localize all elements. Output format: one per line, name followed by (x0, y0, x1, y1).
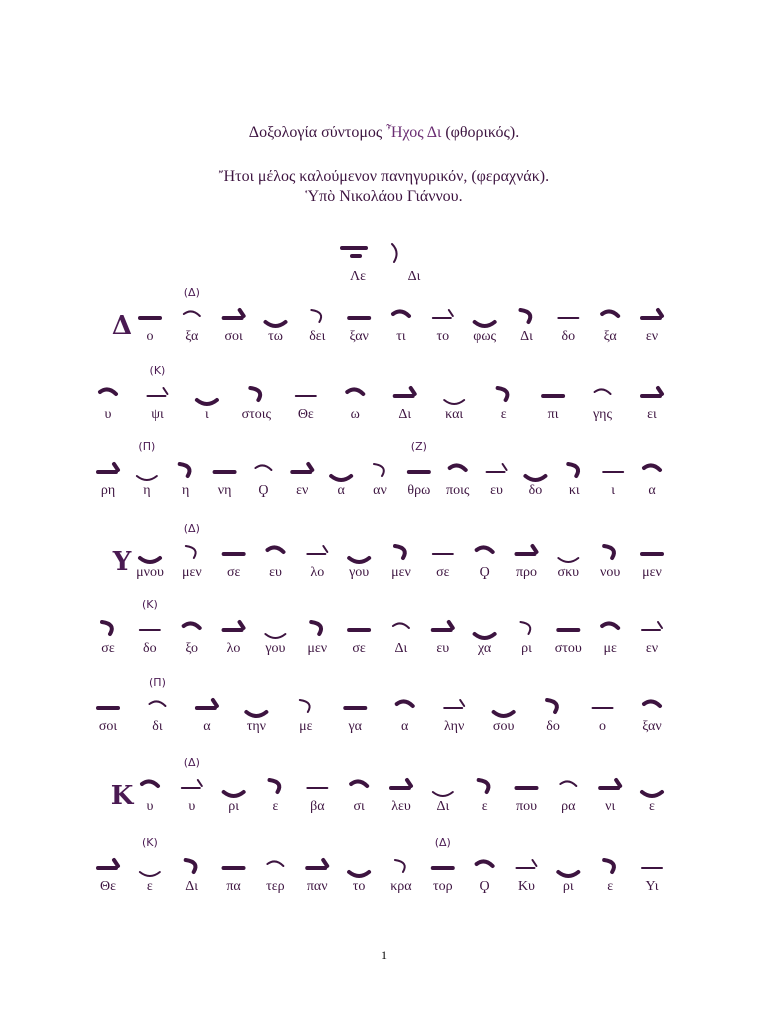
syllable: α (203, 719, 211, 734)
neume (246, 712, 266, 716)
syllable: Ϙ (479, 879, 490, 894)
neume (395, 388, 415, 396)
neume (395, 546, 405, 558)
neume (644, 701, 660, 706)
neume (517, 546, 537, 554)
syllable: και (445, 407, 464, 422)
syllable: δο (561, 329, 576, 344)
syllable: μεν (391, 565, 411, 580)
syllable: με (603, 641, 617, 656)
neume (395, 860, 405, 872)
syllable: ρη (100, 483, 116, 498)
syllable: ο (599, 719, 607, 734)
neume (433, 310, 453, 318)
syllable: ι (205, 407, 209, 422)
syllable: τερ (266, 879, 285, 894)
syllable: γα (348, 719, 363, 734)
syllable: Κυ (517, 879, 535, 894)
neume (267, 861, 283, 866)
neume (450, 465, 466, 470)
neume (149, 701, 165, 706)
syllable: Θε (297, 407, 314, 422)
syllable: Υι (645, 879, 659, 894)
syllable: Δι (398, 407, 412, 422)
syllable: ξο (185, 641, 199, 656)
syllable: παν (306, 879, 328, 894)
neume (558, 558, 578, 562)
neume (374, 464, 384, 476)
syllable: ε (272, 799, 279, 814)
neume (642, 310, 662, 318)
neume (475, 322, 495, 326)
martyria-sign: (Π) (149, 676, 166, 689)
neume (184, 623, 200, 628)
syllable: νου (600, 565, 621, 580)
syllable: λην (444, 719, 465, 734)
syllable: ξαν (642, 719, 662, 734)
syllable: την (246, 719, 267, 734)
neume (602, 311, 618, 316)
syllable: Ϙ (258, 483, 269, 498)
neume (140, 872, 160, 876)
neume (255, 465, 271, 470)
syllable: ε (146, 879, 153, 894)
neume (98, 464, 118, 472)
syllable: γου (349, 565, 370, 580)
neume (331, 476, 351, 480)
echos-note: (φθορικός). (445, 124, 520, 141)
echos-label: Ἦχος (386, 124, 424, 141)
syllable: σκυ (557, 565, 580, 580)
syllable: το (352, 879, 366, 894)
neume (347, 389, 363, 394)
neume (433, 792, 453, 796)
neume (142, 781, 158, 786)
martyria-sign: (Κ) (141, 836, 158, 849)
syllable: δο (528, 483, 543, 498)
neume (266, 322, 286, 326)
neume (498, 388, 508, 400)
neume (477, 861, 493, 866)
neume (137, 476, 157, 480)
neume (147, 388, 167, 396)
neume (477, 547, 493, 552)
neume (487, 464, 507, 472)
martyria-sign: (Κ) (149, 364, 166, 377)
syllable: ευ (436, 641, 450, 656)
intro-syllable: Δι (407, 269, 421, 284)
neume (349, 558, 369, 562)
neume (642, 792, 662, 796)
syllable: σε (352, 641, 366, 656)
neume (307, 860, 327, 868)
neume (479, 780, 489, 792)
syllable: εν (645, 641, 659, 656)
neume (642, 622, 662, 630)
neume (197, 400, 217, 404)
syllable: που (516, 799, 537, 814)
neume (494, 712, 514, 716)
syllable: νη (217, 483, 232, 498)
syllable: ρι (228, 799, 240, 814)
syllable: Δι (394, 641, 408, 656)
subtitle: Ἤτοι μέλος καλούμενον πανηγυρικόν, (φεραχνάκ). (218, 168, 550, 185)
syllable: Δι (185, 879, 199, 894)
neume (604, 860, 614, 872)
neume (224, 622, 244, 630)
syllable: ξα (603, 329, 617, 344)
neume (300, 700, 310, 712)
syllable: σοι (224, 329, 243, 344)
neume (560, 781, 576, 786)
syllable: ει (647, 407, 657, 422)
initial-letter: Υ (112, 547, 132, 577)
neume (270, 780, 280, 792)
neume (558, 872, 578, 876)
neume (351, 781, 367, 786)
neume (393, 623, 409, 628)
syllable: προ (515, 565, 538, 580)
syllable: Ϙ (479, 565, 490, 580)
neume (311, 310, 321, 322)
neume (180, 464, 190, 476)
initial-letter: Κ (110, 781, 134, 811)
neume (444, 400, 464, 404)
syllable: νι (605, 799, 616, 814)
neume (307, 546, 327, 554)
syllable: γης (593, 407, 613, 422)
intro-syllable: Λε (349, 269, 367, 284)
neume (520, 622, 530, 634)
neume (525, 476, 545, 480)
syllable: φως (473, 329, 497, 344)
neume (595, 389, 611, 394)
martyria-sign: (Δ) (183, 522, 200, 535)
neume (547, 700, 557, 712)
syllable: δει (309, 329, 326, 344)
syllable: το (436, 329, 450, 344)
syllable: α (648, 483, 656, 498)
neume (600, 780, 620, 788)
syllable: τορ (432, 879, 453, 894)
neume (140, 558, 160, 562)
neume (642, 388, 662, 396)
page-number: 1 (381, 948, 387, 962)
neume (516, 860, 536, 868)
neume (98, 860, 118, 868)
syllable: πα (226, 879, 241, 894)
neume (268, 547, 284, 552)
martyria-sign: (Κ) (141, 598, 158, 611)
syllable: ψι (151, 407, 164, 422)
neume (604, 546, 614, 558)
syllable: στου (554, 641, 582, 656)
syllable: ε (481, 799, 488, 814)
neume (393, 311, 409, 316)
neume (102, 622, 112, 634)
syllable: η (143, 483, 151, 498)
syllable: ρα (561, 799, 576, 814)
martyria-sign: (Δ) (183, 286, 200, 299)
syllable: Θε (100, 879, 116, 894)
syllable: σε (226, 565, 241, 580)
neume (391, 780, 411, 788)
syllable: μεν (642, 565, 662, 580)
syllable: τι (396, 329, 406, 344)
neume (250, 388, 260, 400)
syllable: η (182, 483, 190, 498)
syllable: μεν (307, 641, 328, 656)
intro-neume-1 (342, 248, 366, 256)
syllable: λο (226, 641, 241, 656)
syllable: στοις (241, 407, 272, 422)
echos-sign: Δι (426, 124, 442, 141)
syllable: ε (649, 799, 655, 814)
syllable: αν (373, 483, 387, 498)
syllable: ε (500, 407, 507, 422)
syllable: ρι (521, 641, 532, 656)
syllable: α (337, 483, 345, 498)
neume (197, 700, 217, 708)
syllable: εν (296, 483, 309, 498)
syllable: ρι (562, 879, 574, 894)
syllable: βα (310, 799, 325, 814)
syllable: ε (607, 879, 614, 894)
neume (644, 465, 660, 470)
syllable: τω (268, 329, 283, 344)
neume (224, 792, 244, 796)
syllable: με (299, 719, 313, 734)
neume (433, 622, 453, 630)
neume (444, 700, 464, 708)
syllable: α (401, 719, 409, 734)
syllable: κρα (390, 879, 412, 894)
syllable: σε (101, 641, 115, 656)
martyria-sign: (Ζ) (410, 440, 427, 453)
neume (602, 623, 618, 628)
intro-neume-2 (392, 244, 397, 262)
syllable: σου (492, 719, 515, 734)
neume (311, 622, 321, 634)
syllable: δι (152, 719, 163, 734)
syllable: Δι (520, 329, 533, 344)
syllable: σε (436, 565, 450, 580)
syllable: γου (265, 641, 286, 656)
syllable: ι (611, 483, 616, 498)
syllable: ω (350, 407, 360, 422)
neume (292, 464, 312, 472)
syllable: ποις (446, 483, 470, 498)
syllable: υ (146, 799, 154, 814)
neume (184, 311, 200, 316)
syllable: σοι (98, 719, 118, 734)
syllable: κι (568, 483, 580, 498)
syllable: ευ (490, 483, 503, 498)
neume (186, 546, 196, 558)
martyria-sign: (Π) (138, 440, 156, 453)
syllable: λευ (391, 799, 411, 814)
neume (349, 872, 369, 876)
syllable: δο (546, 719, 560, 734)
syllable: μεν (181, 565, 202, 580)
syllable: πι (547, 407, 559, 422)
syllable: Δι (436, 799, 450, 814)
syllable: υ (188, 799, 196, 814)
initial-letter: Δ (111, 311, 133, 341)
syllable: ο (146, 329, 154, 344)
neume (568, 464, 578, 476)
syllable: σι (353, 799, 365, 814)
syllable: εν (645, 329, 659, 344)
syllable: ευ (269, 565, 282, 580)
author-line: Ὑπὸ Νικολάου Γιάννου. (305, 188, 463, 205)
neume (265, 634, 285, 638)
syllable: ξαν (349, 329, 369, 344)
neume (182, 780, 202, 788)
martyria-sign: (Δ) (183, 756, 200, 769)
syllable: μνου (136, 565, 164, 580)
neume (521, 310, 531, 322)
syllable: λο (310, 565, 325, 580)
syllable: υ (104, 407, 112, 422)
syllable: θρω (407, 483, 431, 498)
neume (475, 634, 495, 638)
neume (100, 389, 116, 394)
martyria-sign: (Δ) (434, 836, 451, 849)
syllable: δο (143, 641, 157, 656)
syllable: χα (477, 641, 492, 656)
syllable: ξα (185, 329, 199, 344)
neume (186, 860, 196, 872)
title-text: Δοξολογία σύντομος (248, 124, 383, 141)
neume (397, 701, 413, 706)
neume (224, 310, 244, 318)
